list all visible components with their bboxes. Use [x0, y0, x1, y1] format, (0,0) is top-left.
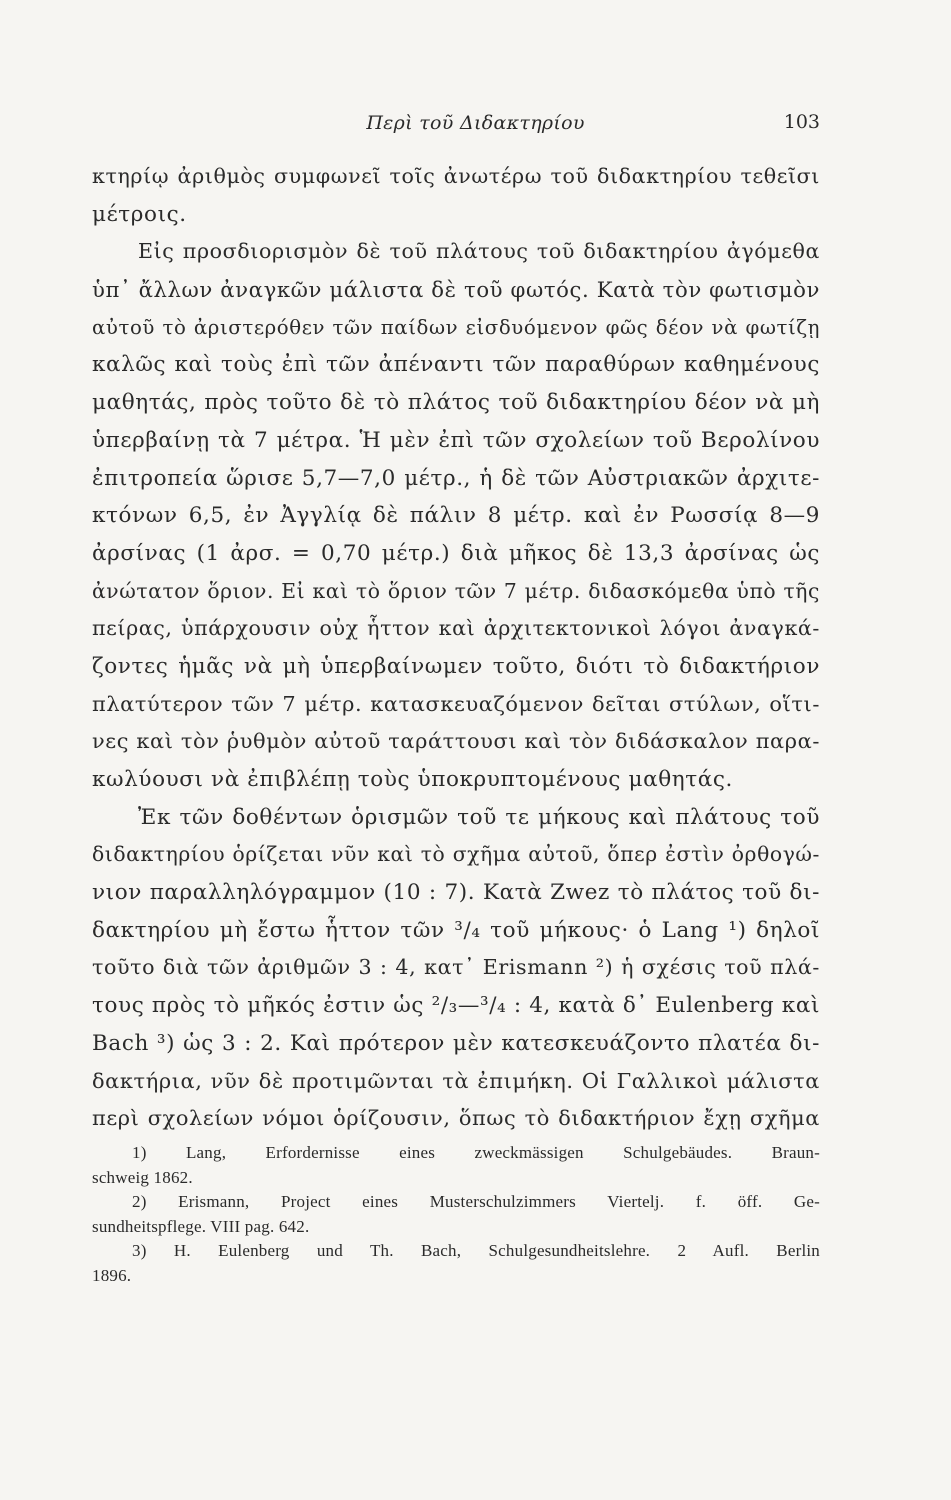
- body-text: [92, 158, 820, 1138]
- text-line: περὶ σχολείων νόμοι ὁρίζουσιν, ὅπως τὸ διδακτήριον ἔχῃ σχῆμα: [92, 1106, 820, 1131]
- footnote-line: 2) Erismann, Project eines Musterschulzimmers Viertelj. f. öff. Ge-: [132, 1192, 820, 1211]
- text-line: κωλύουσι νὰ ἐπιβλέπῃ τοὺς ὑποκρυπτομένους μαθητάς.: [92, 767, 733, 792]
- text-line: μέτροις.: [92, 201, 187, 227]
- text-line: μαθητάς, πρὸς τοῦτο δὲ τὸ πλάτος τοῦ διδακτηρίου δέον νὰ μὴ: [92, 390, 820, 416]
- text-line: ἀρσίνας (1 ἀρσ. = 0,70 μέτρ.) διὰ μῆκος δὲ 13,3 ἀρσίνας ὡς: [92, 540, 820, 566]
- footnote-line: schweig 1862.: [92, 1167, 193, 1187]
- footnotes: [92, 1141, 820, 1288]
- text-line: Εἰς προσδιορισμὸν δὲ τοῦ πλάτους τοῦ διδακτηρίου ἀγόμεθα: [138, 239, 820, 264]
- text-line: κτόνων 6,5, ἐν Ἀγγλίᾳ δὲ πάλιν 8 μέτρ. καὶ ἐν Ρωσσίᾳ 8—9: [92, 503, 820, 529]
- text-line: αὐτοῦ τὸ ἀριστερόθεν τῶν παίδων εἰσδυόμενον φῶς δέον νὰ φωτίζῃ: [92, 315, 820, 339]
- footnote-line: sundheitspflege. VIII pag. 642.: [92, 1216, 310, 1236]
- text-line: τους πρὸς τὸ μῆκός ἐστιν ὡς ²/₃—³/₄ : 4, κατὰ δ᾽ Eulenberg καὶ: [92, 993, 820, 1019]
- text-line: ὑπ᾽ ἄλλων ἀναγκῶν μάλιστα δὲ τοῦ φωτός. Κατὰ τὸν φωτισμὸν: [92, 277, 820, 303]
- text-line: τοῦτο διὰ τῶν ἀριθμῶν 3 : 4, κατ᾽ Erismann ²) ἡ σχέσις τοῦ πλά-: [92, 955, 820, 980]
- text-line: νιον παραλληλόγραμμον (10 : 7). Κατὰ Zwez τὸ πλάτος τοῦ δι-: [92, 880, 820, 906]
- text-line: Ἐκ τῶν δοθέντων ὁρισμῶν τοῦ τε μήκους καὶ πλάτους τοῦ: [138, 804, 820, 830]
- running-title: Περὶ τοῦ Διδακτηρίου: [366, 112, 585, 134]
- text-line: ἐπιτροπεία ὥρισε 5,7—7,0 μέτρ., ἡ δὲ τῶν Αὐστριακῶν ἀρχιτε-: [92, 465, 820, 491]
- text-line: δακτήρια, νῦν δὲ προτιμῶνται τὰ ἐπιμήκη. Οἱ Γαλλικοὶ μάλιστα: [92, 1068, 820, 1093]
- text-line: διδακτηρίου ὁρίζεται νῦν καὶ τὸ σχῆμα αὐτοῦ, ὅπερ ἐστὶν ὀρθογώ-: [92, 842, 820, 867]
- text-line: Bach ³) ὡς 3 : 2. Καὶ πρότερον μὲν κατεσκευάζοντο πλατέα δι-: [92, 1030, 820, 1056]
- text-line: καλῶς καὶ τοὺς ἐπὶ τῶν ἀπέναντι τῶν παραθύρων καθημένους: [92, 352, 820, 378]
- text-line: νες καὶ τὸν ῥυθμὸν αὐτοῦ ταράττουσι καὶ τὸν διδάσκαλον παρα-: [92, 729, 820, 754]
- text-line: ὑπερβαίνῃ τὰ 7 μέτρα. Ἡ μὲν ἐπὶ τῶν σχολείων τοῦ Βερολίνου: [92, 427, 820, 453]
- page-number: 103: [783, 111, 820, 133]
- footnote-line: 3) H. Eulenberg und Th. Bach, Schulgesundheitslehre. 2 Aufl. Berlin: [132, 1241, 820, 1260]
- text-line: ἀνώτατον ὅριον. Εἰ καὶ τὸ ὅριον τῶν 7 μέτρ. διδασκόμεθα ὑπὸ τῆς: [92, 578, 820, 603]
- text-line: ζοντες ἡμᾶς νὰ μὴ ὑπερβαίνωμεν τοῦτο, διότι τὸ διδακτήριον: [92, 653, 820, 679]
- text-line: κτηρίῳ ἀριθμὸς συμφωνεῖ τοῖς ἀνωτέρω τοῦ διδακτηρίου τεθεῖσι: [92, 164, 820, 188]
- footnote-line: 1) Lang, Erfordernisse eines zweckmässigen Schulgebäudes. Braun-: [132, 1143, 820, 1162]
- footnote-line: 1896.: [92, 1265, 132, 1285]
- text-line: πλατύτερον τῶν 7 μέτρ. κατασκευαζόμενον δεῖται στύλων, οἵτι-: [92, 691, 820, 716]
- text-line: πείρας, ὑπάρχουσιν οὐχ ἧττον καὶ ἀρχιτεκτονικοὶ λόγοι ἀναγκά-: [92, 616, 820, 641]
- text-line: δακτηρίου μὴ ἔστω ἧττον τῶν ³/₄ τοῦ μήκους· ὁ Lang ¹) δηλοῖ: [92, 917, 820, 943]
